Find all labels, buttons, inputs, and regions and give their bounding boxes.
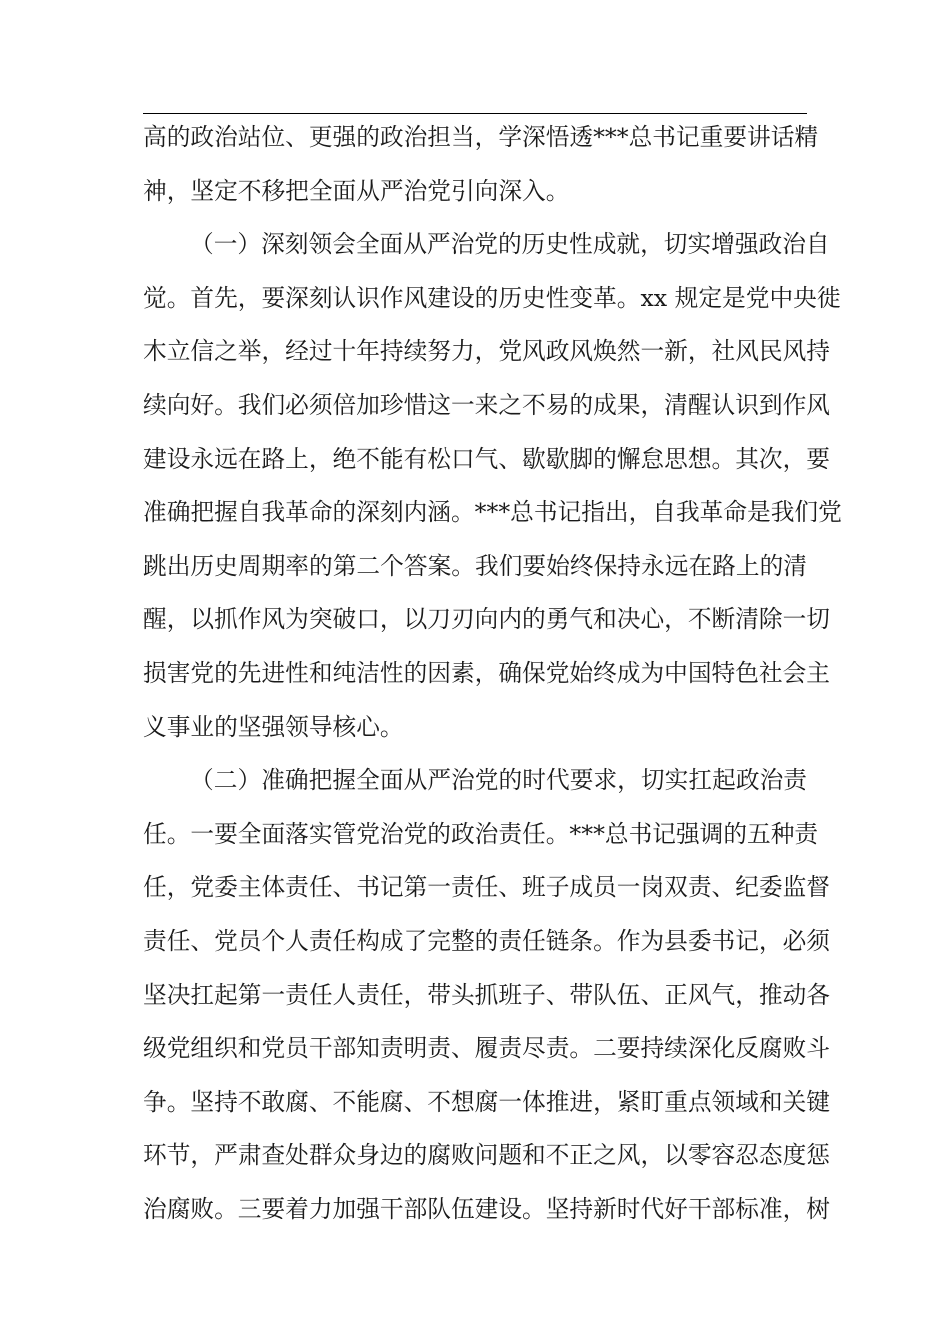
- text-line: 争。坚持不敢腐、不能腐、不想腐一体推进，紧盯重点领域和关键: [143, 1087, 830, 1116]
- text-line: 木立信之举，经过十年持续努力，党风政风焕然一新，社风民风持: [143, 337, 830, 366]
- text-line: 损害党的先进性和纯洁性的因素，确保党始终成为中国特色社会主: [143, 658, 830, 687]
- text-line: 高的政治站位、更强的政治担当，学深悟透***总书记重要讲话精: [143, 123, 819, 151]
- text-line: 环节，严肃查处群众身边的腐败问题和不正之风，以零容忍态度惩: [143, 1141, 830, 1170]
- document-body: [143, 117, 842, 1242]
- text-line: 治腐败。三要着力加强干部队伍建设。坚持新时代好干部标准，树: [143, 1194, 830, 1223]
- text-line: 任，党委主体责任、书记第一责任、班子成员一岗双责、纪委监督: [143, 873, 830, 902]
- text-line: 准确把握自我革命的深刻内涵。***总书记指出，自我革命是我们党: [143, 498, 842, 527]
- text-line: 续向好。我们必须倍加珍惜这一来之不易的成果，清醒认识到作风: [143, 390, 830, 419]
- text-line: 坚决扛起第一责任人责任，带头抓班子、带队伍、正风气，推动各: [143, 980, 830, 1009]
- header-rule: [143, 113, 807, 114]
- text-line: 神，坚定不移把全面从严治党引向深入。: [143, 176, 570, 205]
- section-heading-line: （一）深刻领会全面从严治党的历史性成就，切实增强政治自: [190, 230, 830, 259]
- text-line: 责任、党员个人责任构成了完整的责任链条。作为县委书记，必须: [143, 926, 830, 955]
- text-line: 义事业的坚强领导核心。: [143, 712, 404, 741]
- text-line: 任。一要全面落实管党治党的政治责任。***总书记强调的五种责: [143, 819, 819, 848]
- text-line: 跳出历史周期率的第二个答案。我们要始终保持永远在路上的清: [143, 551, 807, 580]
- text-line: 建设永远在路上，绝不能有松口气、歇歇脚的懈怠思想。其次，要: [143, 444, 830, 473]
- section-heading-line: （二）准确把握全面从严治党的时代要求，切实扛起政治责: [190, 766, 807, 795]
- text-line: 级党组织和党员干部知责明责、履责尽责。二要持续深化反腐败斗: [143, 1034, 830, 1063]
- text-line: 觉。首先，要深刻认识作风建设的历史性变革。xx 规定是党中央徙: [143, 283, 841, 312]
- text-line: 醒，以抓作风为突破口，以刀刃向内的勇气和决心，不断清除一切: [143, 605, 830, 634]
